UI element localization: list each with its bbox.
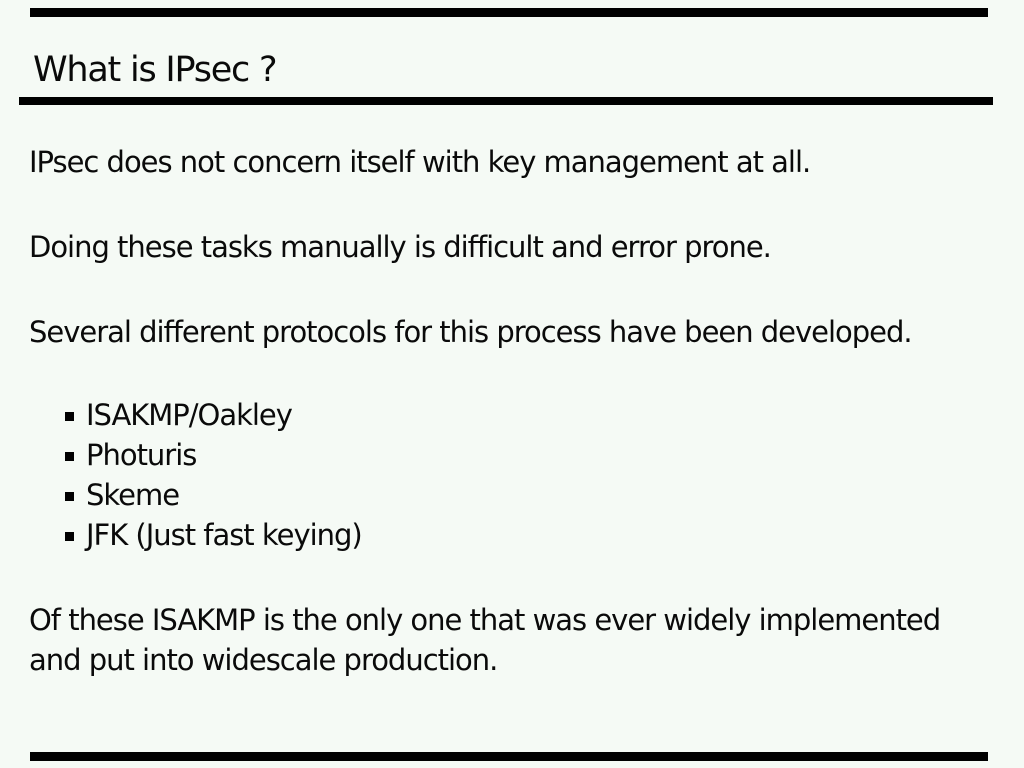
closing-paragraph-line-2: and put into widescale production. bbox=[29, 643, 498, 677]
square-bullet-icon bbox=[65, 492, 74, 501]
square-bullet-icon bbox=[65, 452, 74, 461]
square-bullet-icon bbox=[65, 532, 74, 541]
square-bullet-icon bbox=[65, 412, 74, 421]
bullet-item-jfk bbox=[65, 515, 362, 555]
title-underline bbox=[19, 97, 993, 105]
closing-paragraph-line-1: Of these ISAKMP is the only one that was ever widely implemented bbox=[29, 603, 941, 637]
bottom-bar-decoration bbox=[30, 752, 988, 761]
paragraph-protocols: Several different protocols for this process have been developed. bbox=[29, 315, 912, 349]
slide-title: What is IPsec ? bbox=[33, 50, 277, 90]
top-bar-decoration bbox=[30, 8, 988, 17]
bullet-item-isakmp-oakley bbox=[65, 395, 362, 435]
protocol-bullet-list bbox=[65, 395, 362, 555]
paragraph-key-management: IPsec does not concern itself with key management at all. bbox=[29, 145, 811, 179]
bullet-item-label: ISAKMP/Oakley bbox=[86, 398, 292, 432]
paragraph-manual-tasks: Doing these tasks manually is difficult and error prone. bbox=[29, 230, 771, 264]
bullet-item-label: JFK (Just fast keying) bbox=[86, 518, 362, 552]
bullet-item-label: Photuris bbox=[86, 438, 197, 472]
bullet-item-label: Skeme bbox=[86, 478, 180, 512]
bullet-item-skeme bbox=[65, 475, 362, 515]
bullet-item-photuris bbox=[65, 435, 362, 475]
